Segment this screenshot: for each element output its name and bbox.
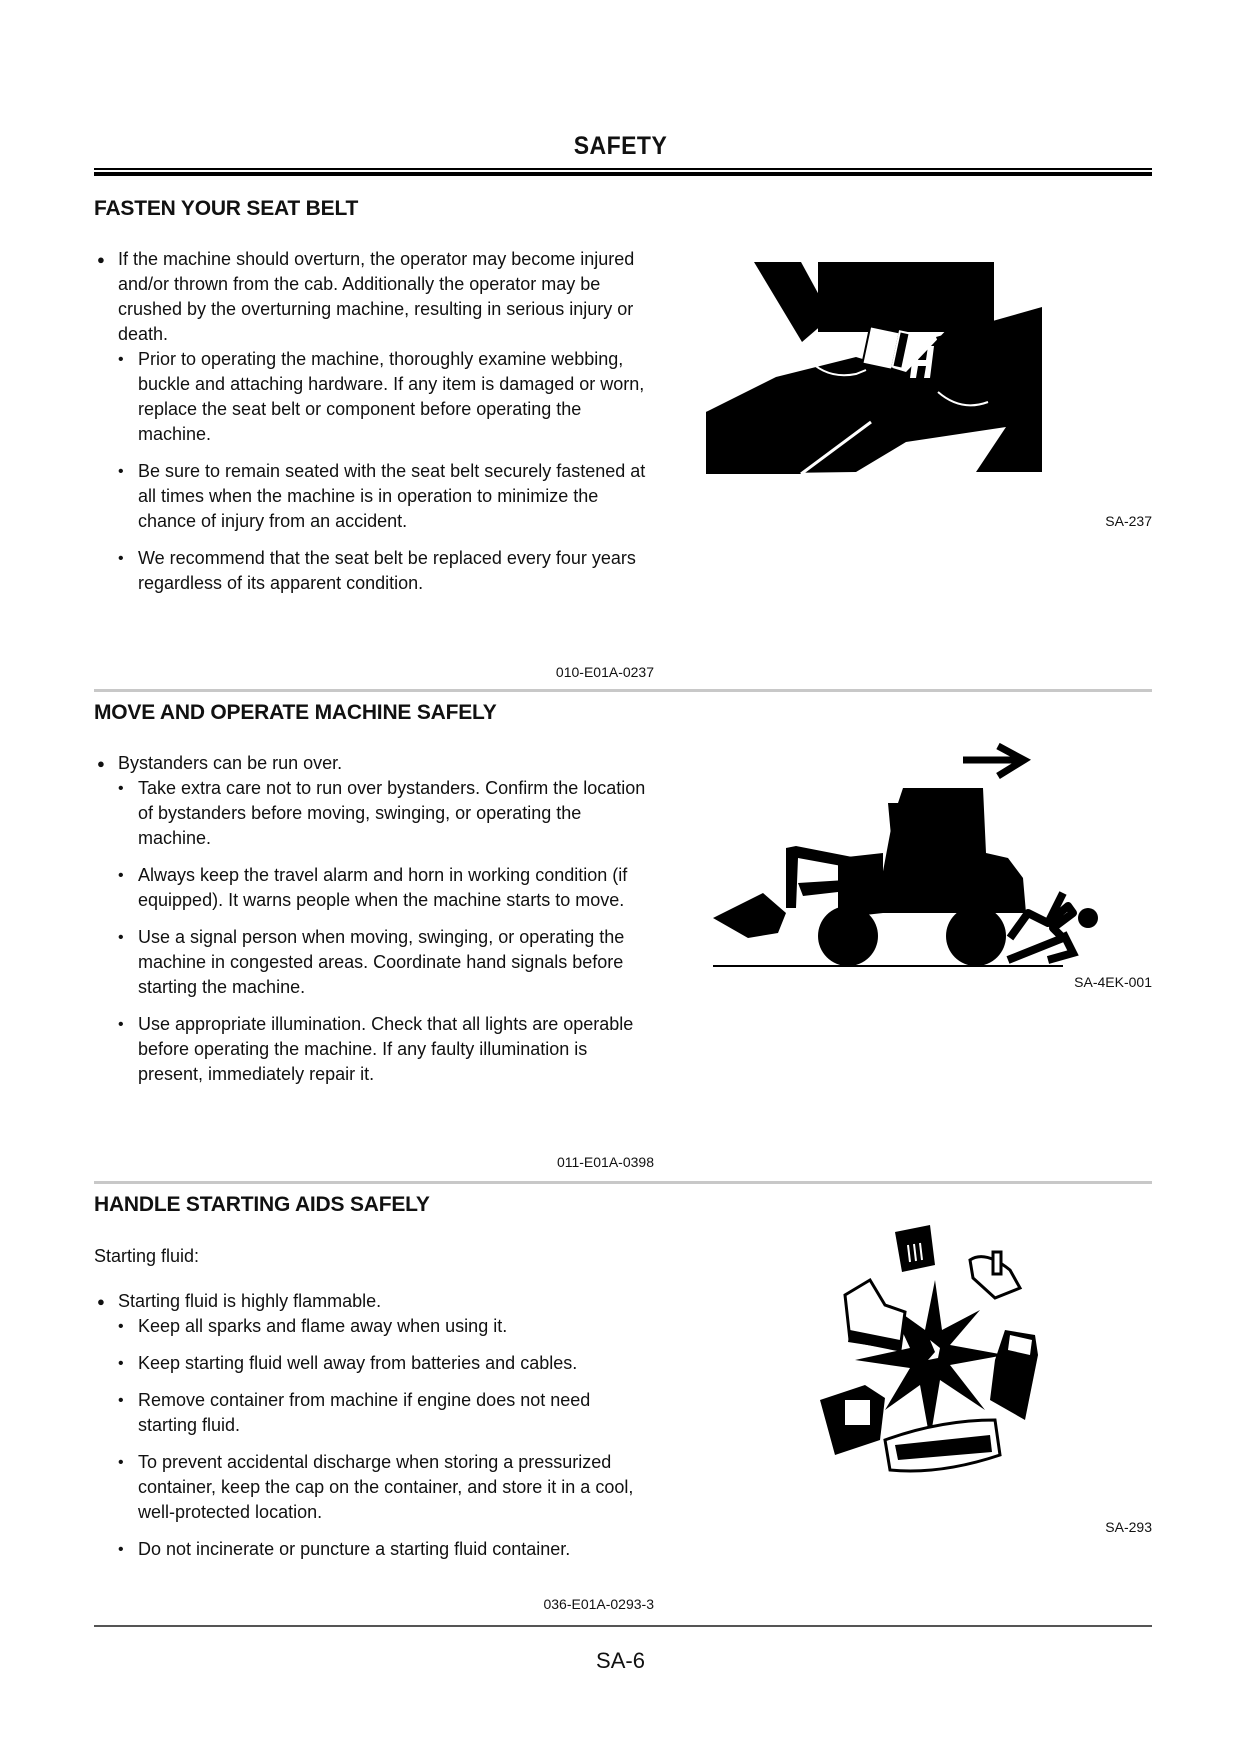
sub-bullet-icon: • xyxy=(118,780,124,797)
sub-bullet-text: Keep starting fluid well away from batteries and cables. xyxy=(138,1353,578,1373)
section-heading-starting-aids: HANDLE STARTING AIDS SAFELY xyxy=(94,1193,430,1216)
bullet-icon: ● xyxy=(97,756,105,771)
sub-bullet-list xyxy=(94,1314,654,1562)
bullet-text: If the machine should overturn, the operator may become injured and/or thrown from the cab. Additionally the operator may be crushed by the overturning machine, resulting in serious injury or death. xyxy=(118,249,635,344)
sub-bullet-icon: • xyxy=(118,463,124,480)
sub-bullet-icon: • xyxy=(118,929,124,946)
sub-bullet-icon: • xyxy=(118,1454,124,1471)
exploding-aerosol-illustration-icon xyxy=(810,1220,1060,1495)
sub-bullet-list xyxy=(94,776,654,1087)
sub-bullet-item xyxy=(94,1450,654,1525)
sub-bullet-text: Use appropriate illumination. Check that all lights are operable before operating the machine. If any faulty illumination is present, immediately repair it. xyxy=(138,1014,634,1084)
sub-bullet-icon: • xyxy=(118,1016,124,1033)
sub-bullet-item xyxy=(94,1537,654,1562)
section-body-starting-aids xyxy=(94,1244,654,1574)
section-divider xyxy=(94,689,1152,692)
doc-code: 011-E01A-0398 xyxy=(556,1154,654,1170)
header-rule-thin xyxy=(94,168,1152,170)
doc-code: 036-E01A-0293-3 xyxy=(543,1596,654,1612)
sub-bullet-icon: • xyxy=(118,1355,124,1372)
sub-bullet-icon: • xyxy=(118,1318,124,1335)
bullet-icon: ● xyxy=(97,252,105,267)
section-heading-move-operate: MOVE AND OPERATE MACHINE SAFELY xyxy=(94,701,497,724)
sub-bullet-text: Be sure to remain seated with the seat belt securely fastened at all times when the machine is in operation to minimize the chance of injury from an accident. xyxy=(138,461,646,531)
sub-bullet-icon: • xyxy=(118,867,124,884)
page-number: SA-6 xyxy=(596,1648,645,1673)
sub-bullet-list xyxy=(94,347,654,596)
sub-bullet-text: Always keep the travel alarm and horn in working condition (if equipped). It warns people when the machine starts to move. xyxy=(138,865,628,910)
page-title: SAFETY xyxy=(573,132,668,160)
sub-bullet-text: Take extra care not to run over bystanders. Confirm the location of bystanders before moving, swinging, or operating the machine. xyxy=(138,778,646,848)
section-divider xyxy=(94,1181,1152,1184)
sub-bullet-item xyxy=(94,776,654,851)
main-bullet xyxy=(94,751,654,776)
sub-bullet-item xyxy=(94,1351,654,1376)
sub-bullet-text: Remove container from machine if engine does not need starting fluid. xyxy=(138,1390,591,1435)
sub-bullet-item xyxy=(94,1314,654,1339)
figure-label: SA-4EK-001 xyxy=(1074,974,1152,990)
sub-bullet-item xyxy=(94,925,654,1000)
figure-label: SA-237 xyxy=(1105,513,1152,529)
sub-bullet-icon: • xyxy=(118,1392,124,1409)
sub-bullet-text: To prevent accidental discharge when storing a pressurized container, keep the cap on the container, and store it in a cool, well-protected location. xyxy=(138,1452,634,1522)
sub-bullet-item xyxy=(94,1012,654,1087)
sub-bullet-text: Prior to operating the machine, thoroughly examine webbing, buckle and attaching hardware. If any item is damaged or worn, replace the seat belt or component before operating the machine. xyxy=(138,349,645,444)
sub-bullet-icon: • xyxy=(118,1541,124,1558)
figure-label: SA-293 xyxy=(1105,1519,1152,1535)
bullet-text: Starting fluid is highly flammable. xyxy=(118,1291,382,1311)
section-body-seat-belt xyxy=(94,247,654,608)
intro-text: Starting fluid: xyxy=(94,1246,200,1266)
wheel-loader-illustration-icon xyxy=(708,738,1098,968)
header-rule-thick xyxy=(94,172,1152,176)
sub-bullet-icon: • xyxy=(118,550,124,567)
sub-bullet-item xyxy=(94,347,654,447)
sub-bullet-item xyxy=(94,546,654,596)
doc-code: 010-E01A-0237 xyxy=(555,664,654,680)
sub-bullet-text: Do not incinerate or puncture a starting fluid container. xyxy=(138,1539,571,1559)
section-heading-seat-belt: FASTEN YOUR SEAT BELT xyxy=(94,197,359,220)
sub-bullet-text: Use a signal person when moving, swinging, or operating the machine in congested areas. Coordinate hand signals before starting the machine. xyxy=(138,927,625,997)
sub-bullet-item xyxy=(94,459,654,534)
section-body-move-operate xyxy=(94,751,654,1099)
sub-bullet-item xyxy=(94,1388,654,1438)
sub-bullet-text: Keep all sparks and flame away when using it. xyxy=(138,1316,508,1336)
sub-bullet-text: We recommend that the seat belt be replaced every four years regardless of its apparent condition. xyxy=(138,548,636,593)
sub-bullet-item xyxy=(94,863,654,913)
bullet-text: Bystanders can be run over. xyxy=(118,753,343,773)
footer-rule xyxy=(94,1625,1152,1627)
main-bullet xyxy=(94,1289,654,1314)
bullet-icon: ● xyxy=(97,1294,105,1309)
sub-bullet-icon: • xyxy=(118,351,124,368)
main-bullet xyxy=(94,247,654,347)
seat-belt-illustration-icon xyxy=(706,262,1042,474)
